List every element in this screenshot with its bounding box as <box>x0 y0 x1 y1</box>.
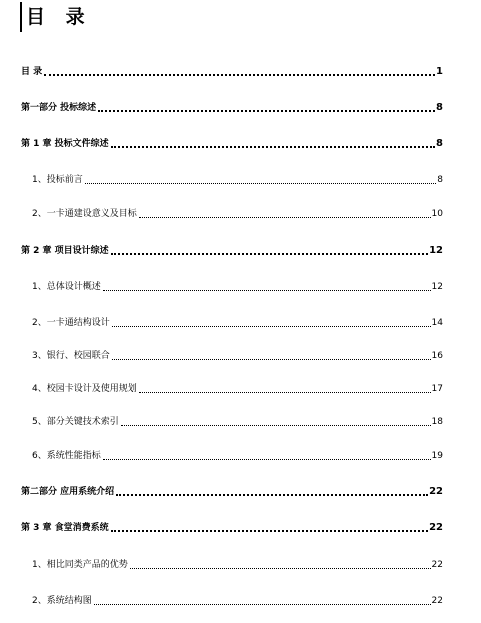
title-marker <box>20 2 92 32</box>
toc-entry[interactable] <box>21 245 443 257</box>
toc-entry-label: 1、相比同类产品的优势 <box>32 560 128 570</box>
dot-leader <box>98 110 435 112</box>
dot-leader <box>112 326 431 327</box>
toc-entry-page: 12 <box>429 245 443 256</box>
toc-entry[interactable] <box>21 486 443 498</box>
toc-entry-label: 第二部分 应用系统介绍 <box>21 487 115 497</box>
toc-entry-label: 2、系统结构图 <box>32 596 92 606</box>
dot-leader <box>103 459 431 460</box>
toc-entry[interactable] <box>21 416 443 428</box>
toc-entry-label: 5、部分关键技术索引 <box>32 417 119 427</box>
dot-leader <box>111 146 435 148</box>
dot-leader <box>139 392 431 393</box>
toc-entry-page: 22 <box>429 522 443 533</box>
toc-entry[interactable] <box>21 522 443 534</box>
toc-entry-label: 1、投标前言 <box>32 175 83 185</box>
dot-leader <box>103 290 431 291</box>
toc-entry[interactable] <box>21 383 443 395</box>
toc-entry-page: 22 <box>429 486 443 497</box>
toc-entry-page: 8 <box>437 175 443 185</box>
dot-leader <box>121 425 431 426</box>
toc-entry-label: 4、校园卡设计及使用规划 <box>32 384 137 394</box>
toc-entry-page: 19 <box>431 451 443 461</box>
toc-entry[interactable] <box>21 208 443 220</box>
dot-leader <box>44 74 435 76</box>
toc-entry-label: 6、系统性能指标 <box>32 451 101 461</box>
dot-leader <box>111 530 428 532</box>
dot-leader <box>116 494 428 496</box>
toc-entry-label: 第 2 章 项目设计综述 <box>21 246 109 256</box>
toc-entry-page: 16 <box>431 351 443 361</box>
dot-leader <box>94 604 431 605</box>
toc-entry-label: 第一部分 投标综述 <box>21 103 97 113</box>
toc-entry[interactable] <box>21 595 443 607</box>
toc-entry-page: 12 <box>431 282 443 292</box>
toc-entry[interactable] <box>21 450 443 462</box>
toc-entry-label: 2、一卡通建设意义及目标 <box>32 209 137 219</box>
toc-entry-page: 18 <box>431 417 443 427</box>
toc-entry[interactable] <box>21 66 443 78</box>
toc-entry-page: 22 <box>431 596 443 606</box>
toc-entry-label: 第 3 章 食堂消费系统 <box>21 523 109 533</box>
toc-entry-label: 目 录 <box>21 67 43 77</box>
toc-entry[interactable] <box>21 281 443 293</box>
dot-leader <box>112 359 431 360</box>
toc-entry[interactable] <box>21 317 443 329</box>
toc-entry[interactable] <box>21 559 443 571</box>
toc-entry[interactable] <box>21 350 443 362</box>
toc-entry-page: 10 <box>431 209 443 219</box>
toc-entry-label: 2、一卡通结构设计 <box>32 318 110 328</box>
toc-entry-label: 第 1 章 投标文件综述 <box>21 139 109 149</box>
toc-entry-page: 22 <box>431 560 443 570</box>
toc-entry[interactable] <box>21 138 443 150</box>
dot-leader <box>85 183 437 184</box>
toc-entry-label: 1、总体设计概述 <box>32 282 101 292</box>
dot-leader <box>111 253 428 255</box>
toc-entry-page: 17 <box>431 384 443 394</box>
toc-entry-label: 3、银行、校园联合 <box>32 351 110 361</box>
dot-leader <box>139 217 431 218</box>
page-title: 目 录 <box>26 6 92 28</box>
toc-entry-page: 8 <box>436 138 443 149</box>
toc-entry-page: 1 <box>436 66 443 77</box>
toc-entry-page: 8 <box>436 102 443 113</box>
toc-entry-page: 14 <box>431 318 443 328</box>
toc-entry[interactable] <box>21 102 443 114</box>
dot-leader <box>130 568 431 569</box>
toc-entry[interactable] <box>21 174 443 186</box>
